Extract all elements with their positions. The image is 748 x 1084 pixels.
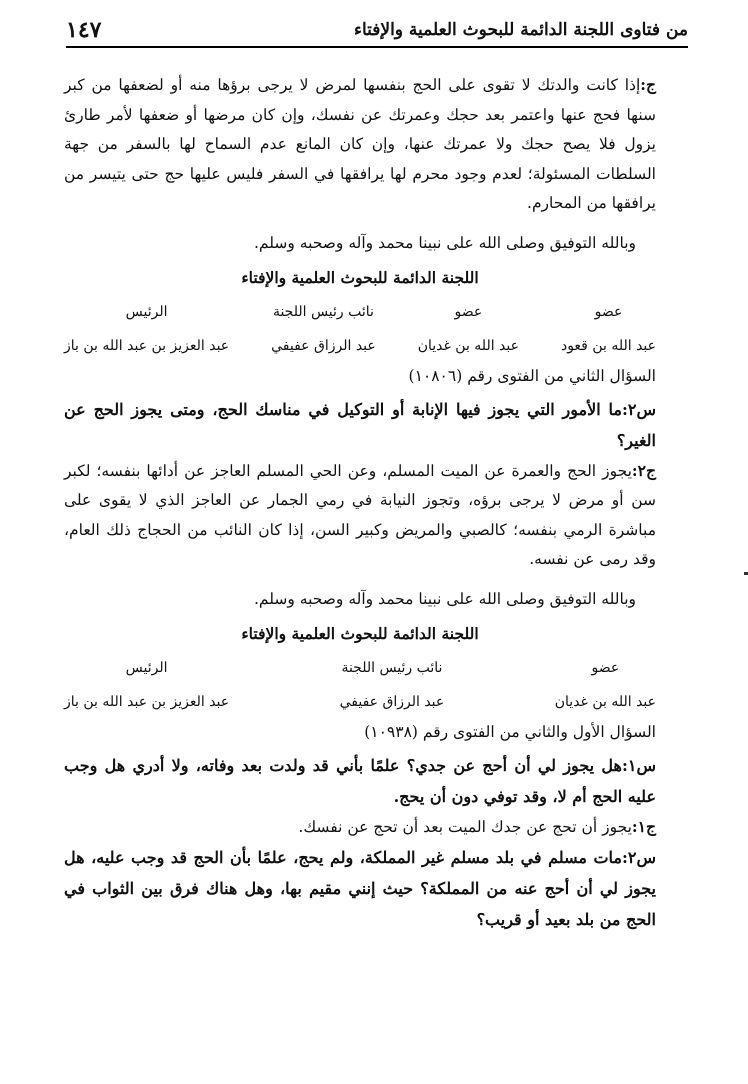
question-label: س٢: [621,399,656,419]
question-text: ما الأمور التي يجوز فيها الإنابة أو التوكيل في مناسك الحج، ومتى يجوز الحج عن الغير؟ [64,399,656,450]
page-content [64,70,656,935]
answer-label: ج١: [631,816,656,836]
committee-title: اللجنة الدائمة للبحوث العلمية والإفتاء [241,267,479,287]
answer-label: ج: [640,75,656,94]
signatory [64,656,229,714]
answer-paragraph [64,456,656,575]
question-text: هل يجوز لي أن أحج عن جدي؟ علمًا بأني قد ولدت بعد وفاته، ولا أدري هل وجب عليه الحج أم لا، وقد توفي دون أن يحج. [64,755,656,806]
committee-title: اللجنة الدائمة للبحوث العلمية والإفتاء [241,623,479,643]
closing-formula: وبالله التوفيق وصلى الله على نبينا محمد وآله وصحبه وسلم. [253,233,636,252]
signatory-name: عبد الرزاق عفيفي [339,693,445,710]
question-text: مات مسلم في بلد مسلم غير المملكة، ولم يحج، علمًا بأن الحج قد وجب عليه، هل يجوز لي أن أحج عنه من المملكة؟ حيث إنني مقيم بها، وهل هناك فرق بين الثواب في الحج من بلد بعيد أو قريب؟ [64,848,656,929]
signatory-role: الرئيس [125,659,168,676]
signatories [64,656,656,714]
signatory-role: نائب رئيس اللجنة [341,659,443,676]
signatory-name: عبد العزيز بن عبد الله بن باز [64,693,230,710]
signatory [561,300,656,358]
answer-text: يجوز الحج والعمرة عن الميت المسلم، وعن الحي المسلم العاجز عن أدائها بنفسه؛ لكبر سن أو مرض لا يرجى برؤه، وتجوز النيابة في رمي الجمار عن العاجز الذي لا يقوى على مباشرة الرمي بنفسه؛ كالصبي والمريض وكبير السن، إذا كان النائب من الحجاج ذلك العام، وقد رمى عن نفسه. [64,461,656,568]
signatories [64,300,656,358]
closing-formula: وبالله التوفيق وصلى الله على نبينا محمد وآله وصحبه وسلم. [253,589,636,608]
signatory-name: عبد الرزاق عفيفي [271,337,376,354]
signatory [418,300,519,358]
answer-text: إذا كانت والدتك لا تقوى على الحج بنفسها لمرض لا يرجى برؤها منه أو لضعفها من كبر سنها فحج عنها واعتمر بعد حجك وعمرتك عن نفسك، وإن كان مرضها أو ضعفها لأمر طارئ يزول فلا يصح حجك ولا عمرتك عنها، وإن كان المانع عدم السماح لها بالسفر من جهة السلطات المسئولة؛ لعدم وجود محرم لها يرافقها في السفر فليس عليها حج حتى يتيسر من يرافقها من المحارم. [64,76,656,212]
running-title: من فتاوى اللجنة الدائمة للبحوث العلمية والإفتاء [353,20,688,40]
answer-label: ج٢: [631,460,656,480]
signatory-role: عضو [594,303,623,320]
page-header [66,14,688,48]
fatwa-reference: السؤال الأول والثاني من الفتوى رقم (١٠٩٣٨) [364,722,656,741]
question-paragraph [64,394,656,456]
answer-text: يجوز أن تحج عن جدك الميت بعد أن تحج عن نفسك. [298,817,632,836]
fatwa-reference: السؤال الثاني من الفتوى رقم (١٠٨٠٦) [408,366,656,385]
signatory [64,300,229,358]
signatory-role: الرئيس [125,303,168,320]
page-number: ١٤٧ [66,17,102,43]
signatory [555,656,656,714]
answer-paragraph [64,70,656,219]
question-label: س١: [621,755,656,775]
signatory-role: عضو [591,659,620,676]
signatory-name: عبد الله بن قعود [560,337,656,354]
signatory-name: عبد الله بن غديان [417,337,519,354]
margin-mark [744,572,748,575]
answer-paragraph [64,812,656,843]
signatory-role: عضو [454,303,483,320]
signatory [340,656,445,714]
signatory-name: عبد الله بن غديان [554,693,656,710]
question-paragraph [64,842,656,935]
question-paragraph [64,750,656,812]
signatory [271,300,376,358]
signatory-role: نائب رئيس اللجنة [272,303,374,320]
signatory-name: عبد العزيز بن عبد الله بن باز [64,337,230,354]
question-label: س٢: [621,848,656,867]
